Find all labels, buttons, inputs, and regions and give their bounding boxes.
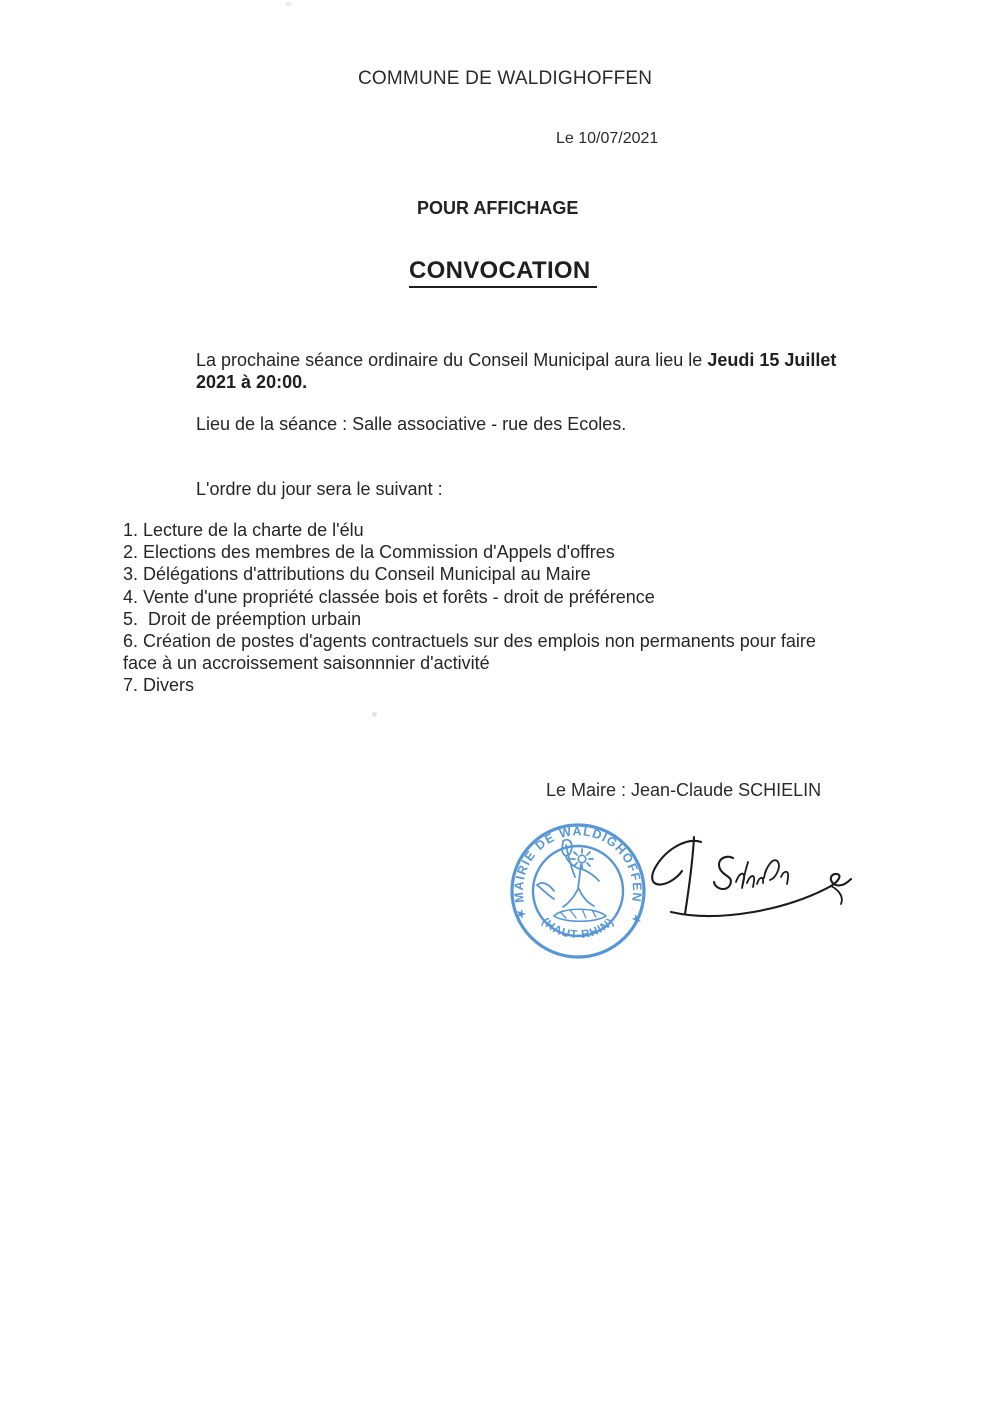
agenda-intro: L'ordre du jour sera le suivant :	[196, 479, 443, 499]
scan-speck	[285, 2, 292, 6]
agenda-line-wrap: face à un accroissement saisonnnier d'activité	[123, 653, 490, 674]
stamp-top-text: MAIRIE DE WALDIGHOFFEN	[511, 824, 645, 904]
agenda-line: 2. Elections des membres de la Commission d'Appels d'offres	[123, 542, 615, 563]
stamp-star-left: ★	[513, 906, 530, 922]
stamp-bottom-text: (HAUT-RHIN)	[539, 915, 617, 942]
posting-label: POUR AFFICHAGE	[417, 198, 579, 218]
signature-ink-icon	[638, 824, 853, 928]
signature-strokes	[652, 837, 851, 916]
intro-text: La prochaine séance ordinaire du Conseil Municipal aura lieu le	[196, 350, 708, 370]
signer-line: Le Maire : Jean-Claude SCHIELIN	[546, 780, 822, 800]
svg-text:MAIRIE DE WALDIGHOFFEN	[512, 824, 644, 903]
agenda-line: 3. Délégations d'attributions du Conseil Municipal au Maire	[123, 564, 591, 585]
agenda-line: 6. Création de postes d'agents contractuels sur des emplois non permanents pour faire	[123, 631, 816, 652]
letter-date: Le 10/07/2021	[556, 130, 659, 147]
stamp-emblem	[537, 840, 606, 922]
document-title-wrap	[409, 257, 597, 288]
stamp-star-right: ★	[628, 911, 645, 927]
svg-text:(HAUT-RHIN)	[539, 916, 617, 942]
agenda-list	[123, 519, 883, 697]
agenda-line: 4. Vente d'une propriété classée bois et forêts - droit de préférence	[123, 586, 655, 607]
scan-speck	[372, 712, 377, 717]
agenda-line: 5. Droit de préemption urbain	[123, 608, 362, 629]
agenda-line: 1. Lecture de la charte de l'élu	[123, 520, 364, 540]
intro-paragraph	[196, 349, 896, 393]
location-line: Lieu de la séance : Salle associative - rue des Ecoles.	[196, 414, 627, 434]
municipal-stamp-icon	[508, 821, 648, 961]
agenda-line: 7. Divers	[123, 675, 195, 696]
meeting-datetime-line2: 2021 à 20:00.	[196, 372, 308, 392]
document-title: CONVOCATION	[409, 257, 597, 288]
meeting-datetime-line1: Jeudi 15 Juillet	[707, 350, 837, 370]
letterhead-commune: COMMUNE DE WALDIGHOFFEN	[358, 68, 653, 89]
